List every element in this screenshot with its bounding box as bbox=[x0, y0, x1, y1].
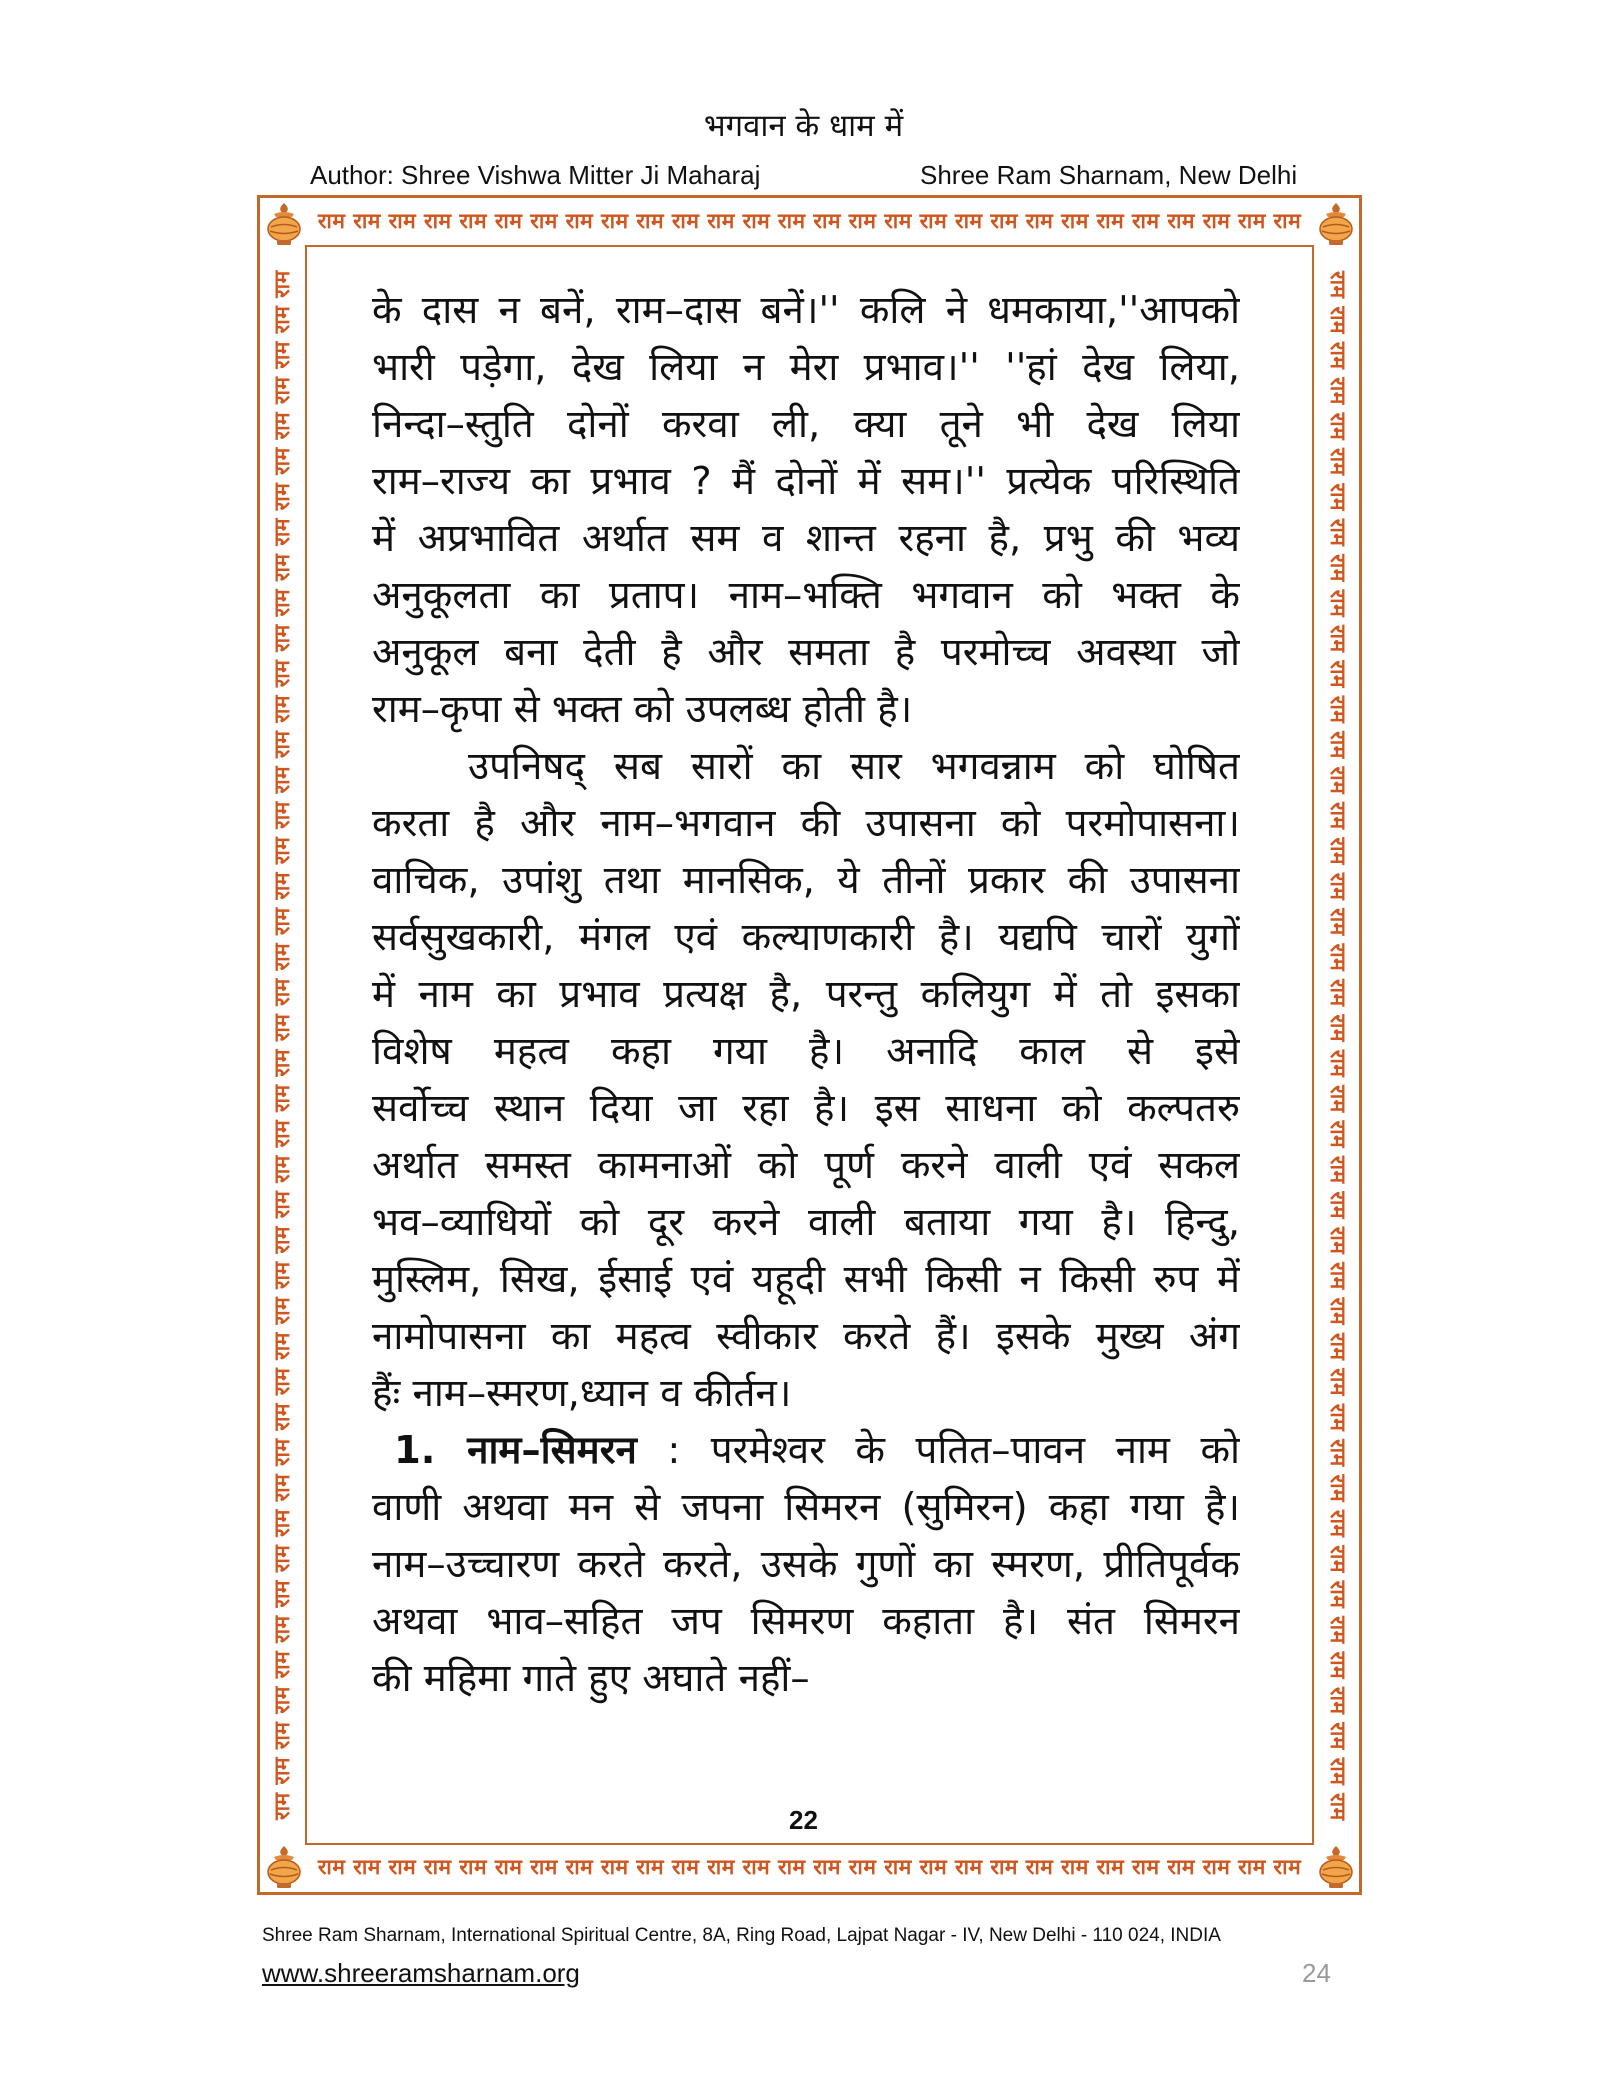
section-first-line-text: : परमेश्वर के पतित–पावन नाम को bbox=[636, 1428, 1240, 1473]
body-line: में नाम का प्रभाव प्रत्यक्ष है, परन्तु कलियुग में तो इसका bbox=[372, 972, 1240, 1017]
body-line: अथवा भाव–सहित जप सिमरण कहाता है। संत सिमरन bbox=[372, 1599, 1240, 1644]
book-title: भगवान के धाम में bbox=[703, 108, 904, 144]
kalash-icon bbox=[262, 1843, 306, 1891]
body-line: भारी पड़ेगा, देख लिया न मेरा प्रभाव।'' ''हां देख लिया, bbox=[372, 345, 1240, 390]
footer-address: Shree Ram Sharnam, International Spiritual Centre, 8A, Ring Road, Lajpat Nagar - IV, New Delhi - 110 024, INDIA bbox=[262, 1925, 1221, 1946]
body-line: निन्दा–स्तुति दोनों करवा ली, क्या तूने भी देख लिया bbox=[372, 402, 1240, 447]
body-line: नामोपासना का महत्व स्वीकार करते हैं। इसके मुख्य अंग bbox=[372, 1314, 1240, 1359]
border-strip-right: राम राम राम राम राम राम राम राम राम राम राम राम राम राम राम राम राम राम राम राम राम राम राम राम राम राम राम राम राम राम राम राम राम राम राम राम राम राम राम राम राम राम राम राम bbox=[1326, 270, 1350, 1821]
body-line: सर्वसुखकारी, मंगल एवं कल्याणकारी है। यद्यपि चारों युगों bbox=[372, 915, 1240, 960]
body-line: नाम–उच्चारण करते करते, उसके गुणों का स्मरण, प्रीतिपूर्वक bbox=[372, 1542, 1240, 1587]
kalash-icon bbox=[1314, 200, 1358, 248]
paragraph-start-line: उपनिषद् सब सारों का सार भगवन्नाम को घोषित bbox=[468, 744, 1240, 789]
pdf-page-number: 24 bbox=[1302, 1958, 1331, 1988]
body-line: सर्वोच्च स्थान दिया जा रहा है। इस साधना को कल्पतरु bbox=[372, 1086, 1240, 1131]
body-line: अर्थात समस्त कामनाओं को पूर्ण करने वाली एवं सकल bbox=[372, 1143, 1240, 1188]
organization-line: Shree Ram Sharnam, New Delhi bbox=[920, 160, 1298, 190]
border-strip-top: राम राम राम राम राम राम राम राम राम राम राम राम राम राम राम राम राम राम राम राम राम राम राम राम राम राम राम राम bbox=[317, 209, 1302, 233]
page-body bbox=[372, 282, 1240, 1707]
body-line: भव–व्याधियों को दूर करने वाली बताया गया है। हिन्दु, bbox=[372, 1200, 1240, 1245]
body-line: अनुकूलता का प्रताप। नाम–भक्ति भगवान को भक्त के bbox=[372, 573, 1240, 618]
author-line: Author: Shree Vishwa Mitter Ji Maharaj bbox=[310, 160, 761, 190]
kalash-icon bbox=[262, 200, 306, 248]
kalash-icon bbox=[1314, 1843, 1358, 1891]
section-label: 1. नाम–सिमरन bbox=[394, 1428, 637, 1473]
body-line: विशेष महत्व कहा गया है। अनादि काल से इसे bbox=[372, 1029, 1240, 1074]
body-line: राम–कृपा से भक्त को उपलब्ध होती है। bbox=[372, 687, 913, 732]
border-strip-left: राम राम राम राम राम राम राम राम राम राम राम राम राम राम राम राम राम राम राम राम राम राम राम राम राम राम राम राम राम राम राम राम राम राम राम राम राम राम राम राम राम राम राम राम bbox=[270, 270, 294, 1821]
body-line: की महिमा गाते हुए अघाते नहीं– bbox=[372, 1656, 810, 1701]
body-line: मुस्लिम, सिख, ईसाई एवं यहूदी सभी किसी न किसी रुप में bbox=[372, 1257, 1240, 1302]
body-line: अनुकूल बना देती है और समता है परमोच्च अवस्था जो bbox=[372, 630, 1240, 675]
body-line: करता है और नाम–भगवान की उपासना को परमोपासना। bbox=[372, 801, 1240, 846]
body-line: हैंः नाम–स्मरण,ध्यान व कीर्तन। bbox=[372, 1371, 792, 1416]
section-heading-line bbox=[372, 1422, 1240, 1479]
body-line: में अप्रभावित अर्थात सम व शान्त रहना है, प्रभु की भव्य bbox=[372, 516, 1240, 561]
body-line: वाचिक, उपांशु तथा मानसिक, ये तीनों प्रकार की उपासना bbox=[372, 858, 1240, 903]
page-number: 22 bbox=[789, 1805, 818, 1835]
border-strip-bottom: राम राम राम राम राम राम राम राम राम राम राम राम राम राम राम राम राम राम राम राम राम राम राम राम राम राम राम राम bbox=[317, 1855, 1302, 1879]
body-line: राम–राज्य का प्रभाव ? मैं दोनों में सम।'' प्रत्येक परिस्थिति bbox=[372, 459, 1240, 504]
body-line: वाणी अथवा मन से जपना सिमरन (सुमिरन) कहा गया है। bbox=[372, 1485, 1240, 1530]
body-line: के दास न बनें, राम–दास बनें।'' कलि ने धमकाया,''आपको bbox=[372, 288, 1240, 333]
footer-url-link[interactable]: www.shreeramsharnam.org bbox=[262, 1958, 580, 1988]
